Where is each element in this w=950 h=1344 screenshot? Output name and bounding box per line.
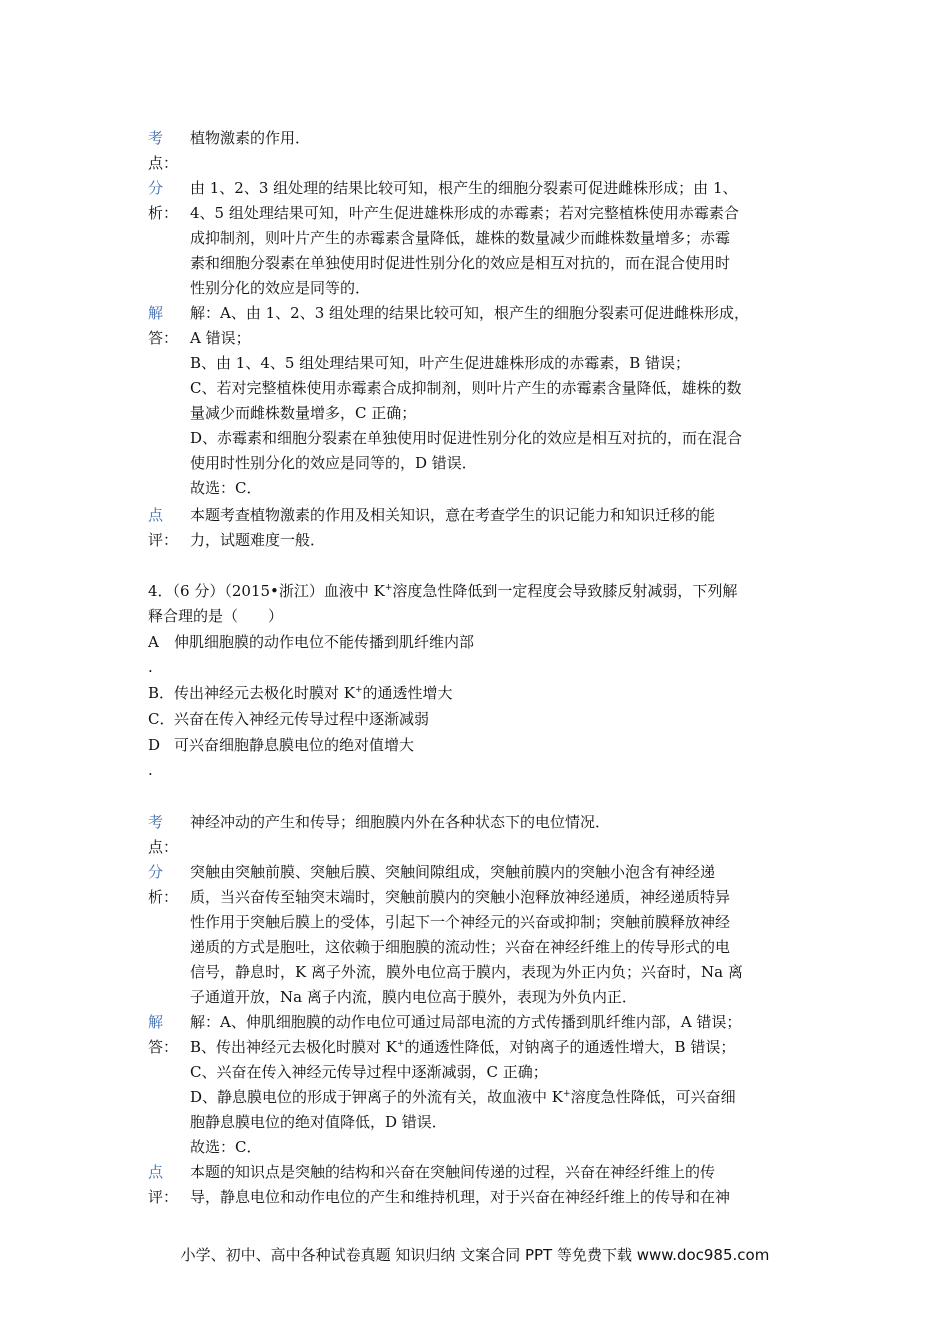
q4-stem [148,579,808,629]
option-dot: . [148,761,153,779]
text-line: 故选：C． [190,479,262,497]
text-line: D、静息膜电位的形成于钾离子的外流有关，故血液中 K+溶度急性降低，可兴奋细 [190,1088,736,1106]
page-footer: 小学、初中、高中各种试卷真题 知识归纳 文案合同 PPT 等免费下载 www.doc985.com [180,1246,770,1264]
text-line: 素和细胞分裂素在单独使用时促进性别分化的效应是相互对抗的，而在混合使用时 [190,254,731,272]
text-line: 子通道开放，Na 离子内流，膜内电位高于膜外，表现为外负内正． [190,988,637,1006]
section-content [190,1010,808,1160]
q4-option-c [148,707,429,732]
text-line: C、兴奋在传入神经元传导过程中逐渐减弱，C 正确； [190,1063,548,1081]
text-line: C、若对完整植株使用赤霉素合成抑制剂，则叶片产生的赤霉素含量降低，雄株的数 [190,379,742,397]
option-text: 伸肌细胞膜的动作电位不能传播到肌纤维内部 [174,633,475,651]
section-label: 考 点： [148,813,179,856]
text-line: A 错误； [190,329,251,347]
option-text: 可兴奋细胞静息膜电位的绝对值增大 [174,736,415,754]
section-content [190,810,808,835]
q4-stem-line-2: 释合理的是（ ） [148,607,284,625]
section-label: 分 析： [148,863,179,906]
section-content [190,503,808,553]
text-line: 神经冲动的产生和传导；细胞膜内外在各种状态下的电位情况． [190,813,611,831]
option-letter: D [148,736,161,754]
text-line: 故选：C． [190,1138,262,1156]
section-label: 解 答： [148,1013,179,1056]
section-label: 解 答： [148,304,179,347]
text-line: 解：A、伸肌细胞膜的动作电位可通过局部电流的方式传播到肌纤维内部，A 错误； [190,1013,742,1031]
section-label: 考 点： [148,129,179,172]
section-content [190,1160,808,1210]
option-letter: C． [148,710,175,728]
text-line: B、由 1、4、5 组处理结果可知，叶产生促进雄株形成的赤霉素，B 错误； [190,354,690,372]
section-content [190,301,808,501]
text-line: 力，试题难度一般． [190,531,326,549]
q4-option-b [148,681,453,706]
text-line: 4、5 组处理结果可知，叶产生促进雄株形成的赤霉素；若对完整植株使用赤霉素合 [190,204,739,222]
section-label: 分 析： [148,179,179,222]
section-label: 点 评： [148,1163,179,1206]
text-line: D、赤霉素和细胞分裂素在单独使用时促进性别分化的效应是相互对抗的，而在混合 [190,429,743,447]
text-line: 量减少而雌株数量增多，C 正确； [190,404,417,422]
option-letter: A [148,633,159,651]
q4-stem-line-1: 4．（6 分）（2015•浙江）血液中 K+溶度急性降低到一定程度会导致膝反射减弱，下列解 [148,582,738,600]
text-line: 植物激素的作用． [190,129,311,147]
text-line: 本题考查植物激素的作用及相关知识，意在考查学生的识记能力和知识迁移的能 [190,506,716,524]
text-line: 信号，静息时，K 离子外流，膜外电位高于膜内，表现为外正内负；兴奋时，Na 离 [190,963,743,981]
q4-option-a [148,630,474,655]
text-line: 质，当兴奋传至轴突末端时，突触前膜内的突触小泡释放神经递质，神经递质特异 [190,888,731,906]
text-line: 成抑制剂，则叶片产生的赤霉素含量降低，雄株的数量减少而雌株数量增多；赤霉 [190,229,731,247]
text-line: 由 1、2、3 组处理的结果比较可知，根产生的细胞分裂素可促进雌株形成；由 1、 [190,179,738,197]
q4-option-d [148,733,414,758]
text-line: 本题的知识点是突触的结构和兴奋在突触间传递的过程，兴奋在神经纤维上的传 [190,1163,716,1181]
section-content [190,126,808,151]
text-line: 解：A、由 1、2、3 组处理的结果比较可知，根产生的细胞分裂素可促进雌株形成， [190,304,750,322]
text-line: 性作用于突触后膜上的受体，引起下一个神经元的兴奋或抑制；突触前膜释放神经 [190,913,731,931]
option-letter: B． [148,684,175,702]
option-text: 兴奋在传入神经元传导过程中逐渐减弱 [174,710,430,728]
section-content [190,176,808,301]
text-line: 使用时性别分化的效应是同等的，D 错误． [190,454,477,472]
text-line: 性别分化的效应是同等的． [190,279,371,297]
text-line: 胞静息膜电位的绝对值降低，D 错误． [190,1113,447,1131]
section-content [190,860,808,1010]
text-line: 导，静息电位和动作电位的产生和维持机理，对于兴奋在神经纤维上的传导和在神 [190,1188,731,1206]
text-line: B、传出神经元去极化时膜对 K+的通透性降低，对钠离子的通透性增大，B 错误； [190,1038,736,1056]
section-label: 点 评： [148,506,179,549]
text-line: 突触由突触前膜、突触后膜、突触间隙组成，突触前膜内的突触小泡含有神经递 [190,863,716,881]
text-line: 递质的方式是胞吐，这依赖于细胞膜的流动性；兴奋在神经纤维上的传导形式的电 [190,938,731,956]
option-text: 传出神经元去极化时膜对 K+的通透性增大 [174,684,453,702]
option-dot: . [148,658,153,676]
